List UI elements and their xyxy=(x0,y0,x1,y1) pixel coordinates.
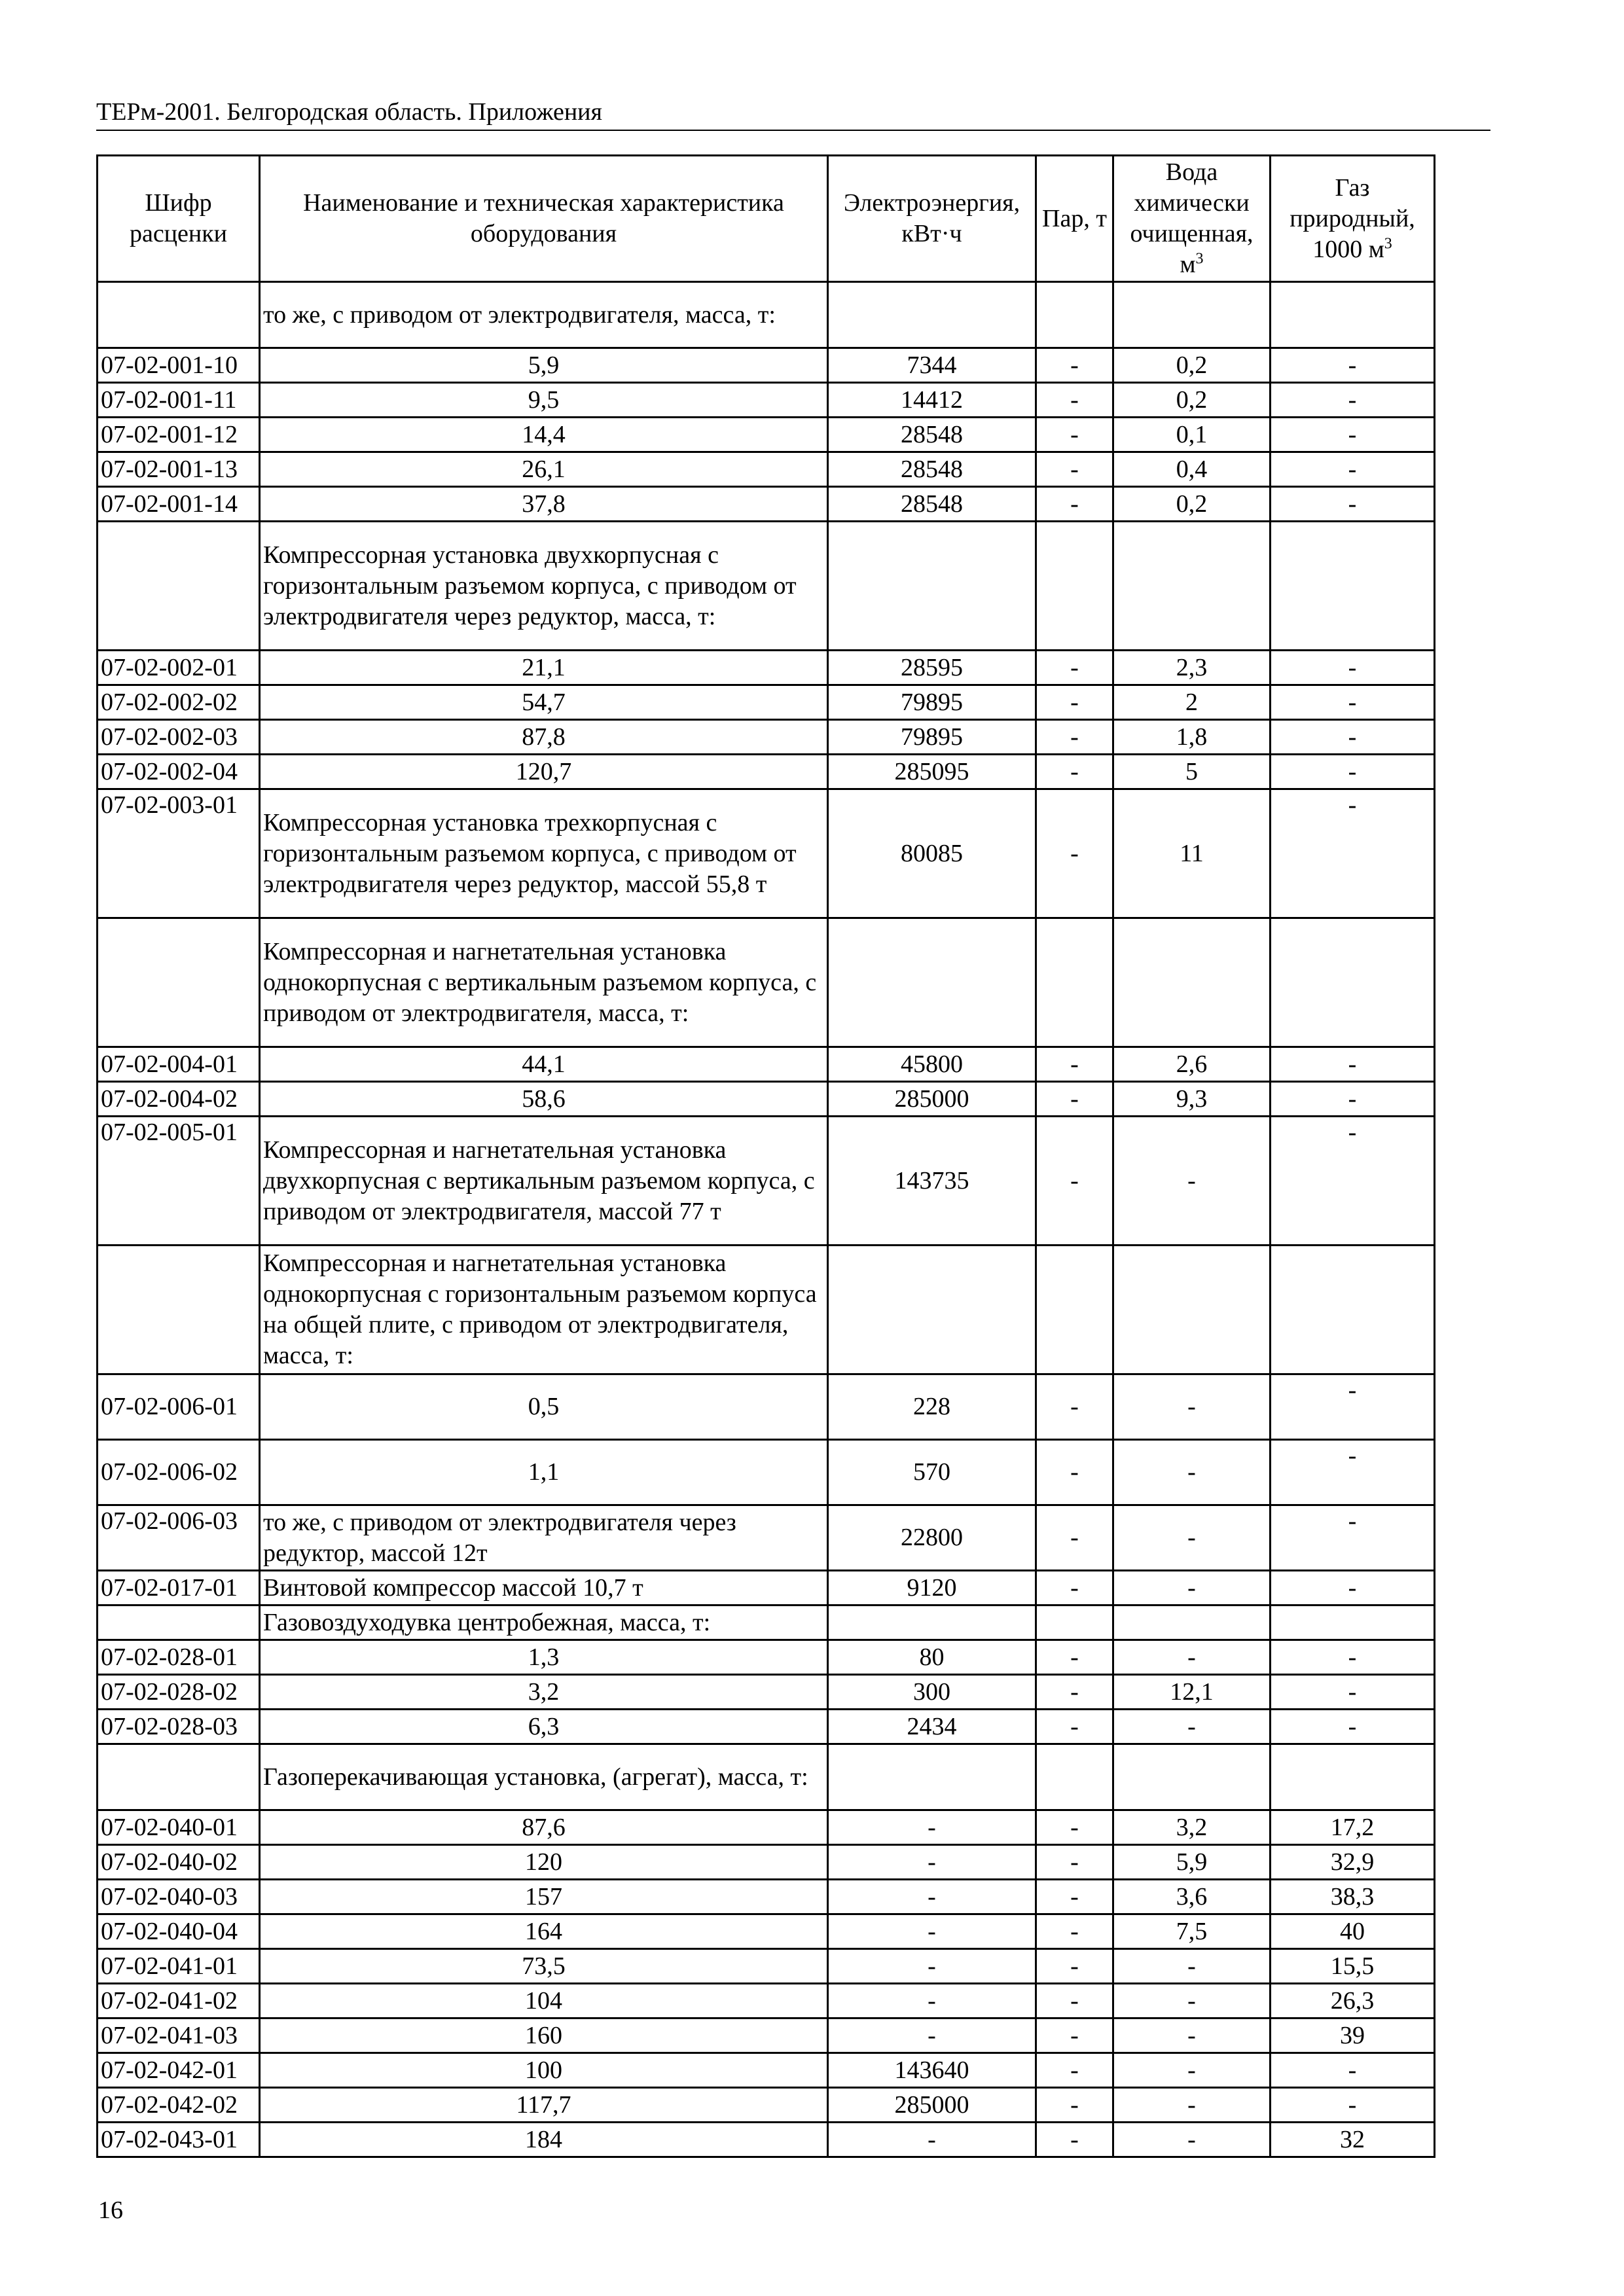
water-cell: 9,3 xyxy=(1113,1082,1271,1117)
gas-cell: - xyxy=(1271,452,1435,487)
table-row xyxy=(98,348,1435,383)
water-cell: 0,2 xyxy=(1113,487,1271,522)
steam-cell: - xyxy=(1036,2088,1113,2123)
code-cell: 07-02-040-03 xyxy=(98,1880,260,1914)
name-cell: 120,7 xyxy=(260,755,828,789)
steam-cell: - xyxy=(1036,1505,1113,1571)
electricity-cell: 80085 xyxy=(828,789,1036,918)
electricity-cell xyxy=(828,1744,1036,1810)
water-cell: 7,5 xyxy=(1113,1914,1271,1949)
table-row xyxy=(98,651,1435,685)
name-cell: 6,3 xyxy=(260,1710,828,1744)
steam-cell: - xyxy=(1036,1984,1113,2018)
table-row xyxy=(98,755,1435,789)
electricity-cell: 300 xyxy=(828,1675,1036,1710)
electricity-cell: 80 xyxy=(828,1640,1036,1675)
water-cell: - xyxy=(1113,1374,1271,1440)
code-cell xyxy=(98,522,260,651)
electricity-cell: 45800 xyxy=(828,1047,1036,1082)
table-row xyxy=(98,2053,1435,2088)
electricity-cell xyxy=(828,282,1036,348)
code-cell: 07-02-006-03 xyxy=(98,1505,260,1571)
gas-cell: - xyxy=(1271,651,1435,685)
name-cell: 157 xyxy=(260,1880,828,1914)
electricity-cell: 2434 xyxy=(828,1710,1036,1744)
name-cell: 117,7 xyxy=(260,2088,828,2123)
steam-cell xyxy=(1036,1744,1113,1810)
electricity-cell: - xyxy=(828,2018,1036,2053)
table-row xyxy=(98,1710,1435,1744)
gas-cell: 32 xyxy=(1271,2123,1435,2157)
electricity-cell: - xyxy=(828,1845,1036,1880)
water-cell: 5 xyxy=(1113,755,1271,789)
water-cell: 5,9 xyxy=(1113,1845,1271,1880)
steam-cell: - xyxy=(1036,2018,1113,2053)
steam-cell xyxy=(1036,522,1113,651)
col-header-code: Шифр расценки xyxy=(98,156,260,282)
code-cell: 07-02-040-01 xyxy=(98,1810,260,1845)
gas-cell: - xyxy=(1271,1640,1435,1675)
steam-cell: - xyxy=(1036,1710,1113,1744)
electricity-cell: 22800 xyxy=(828,1505,1036,1571)
name-cell: 14,4 xyxy=(260,418,828,452)
steam-cell: - xyxy=(1036,1675,1113,1710)
electricity-cell xyxy=(828,1605,1036,1640)
code-cell: 07-02-003-01 xyxy=(98,789,260,918)
water-cell xyxy=(1113,522,1271,651)
electricity-cell: 7344 xyxy=(828,348,1036,383)
table-row xyxy=(98,720,1435,755)
water-cell: - xyxy=(1113,1505,1271,1571)
electricity-cell: 570 xyxy=(828,1440,1036,1505)
col-header-gas xyxy=(1271,156,1435,282)
name-cell: то же, с приводом от электродвигателя через редуктор, массой 12т xyxy=(260,1505,828,1571)
table-row xyxy=(98,1640,1435,1675)
electricity-cell: 14412 xyxy=(828,383,1036,418)
water-cell: 2,6 xyxy=(1113,1047,1271,1082)
code-cell: 07-02-040-04 xyxy=(98,1914,260,1949)
name-cell: Винтовой компрессор массой 10,7 т xyxy=(260,1571,828,1605)
gas-cell: - xyxy=(1271,1374,1435,1440)
gas-cell: - xyxy=(1271,487,1435,522)
name-cell: 73,5 xyxy=(260,1949,828,1984)
water-cell: - xyxy=(1113,2088,1271,2123)
electricity-cell xyxy=(828,522,1036,651)
table-row xyxy=(98,1505,1435,1571)
table-row xyxy=(98,1440,1435,1505)
electricity-cell: - xyxy=(828,1984,1036,2018)
gas-cell: - xyxy=(1271,1047,1435,1082)
gas-cell xyxy=(1271,282,1435,348)
code-cell: 07-02-005-01 xyxy=(98,1117,260,1246)
table-row xyxy=(98,1374,1435,1440)
code-cell: 07-02-002-02 xyxy=(98,685,260,720)
table-row xyxy=(98,383,1435,418)
gas-cell: 26,3 xyxy=(1271,1984,1435,2018)
water-cell: 0,2 xyxy=(1113,383,1271,418)
table-row xyxy=(98,1949,1435,1984)
code-cell xyxy=(98,282,260,348)
code-cell: 07-02-041-03 xyxy=(98,2018,260,2053)
water-cell: 0,1 xyxy=(1113,418,1271,452)
name-cell: 58,6 xyxy=(260,1082,828,1117)
table-row xyxy=(98,487,1435,522)
steam-cell: - xyxy=(1036,1640,1113,1675)
gas-cell: 15,5 xyxy=(1271,1949,1435,1984)
gas-cell: - xyxy=(1271,418,1435,452)
group-title: Газоперекачивающая установка, (агрегат), масса, т: xyxy=(260,1744,828,1810)
water-cell xyxy=(1113,1605,1271,1640)
group-title: Компрессорная и нагнетательная установка однокорпусная с горизонтальным разъемом корпуса на общей плите, с приводом от электродвигателя, масса, т: xyxy=(260,1246,828,1374)
electricity-cell: 79895 xyxy=(828,720,1036,755)
name-cell: 1,1 xyxy=(260,1440,828,1505)
code-cell: 07-02-042-01 xyxy=(98,2053,260,2088)
electricity-cell: 143735 xyxy=(828,1117,1036,1246)
electricity-cell: 28548 xyxy=(828,418,1036,452)
gas-cell xyxy=(1271,918,1435,1047)
table-row xyxy=(98,1845,1435,1880)
name-cell: 100 xyxy=(260,2053,828,2088)
name-cell: 164 xyxy=(260,1914,828,1949)
steam-cell: - xyxy=(1036,2123,1113,2157)
steam-cell: - xyxy=(1036,1082,1113,1117)
table-row xyxy=(98,2123,1435,2157)
steam-cell: - xyxy=(1036,1374,1113,1440)
table-row xyxy=(98,1117,1435,1246)
name-cell: 0,5 xyxy=(260,1374,828,1440)
electricity-cell: - xyxy=(828,1810,1036,1845)
table-row xyxy=(98,1880,1435,1914)
col-header-water-sup: 3 xyxy=(1195,250,1204,268)
table-row xyxy=(98,1571,1435,1605)
water-cell: 11 xyxy=(1113,789,1271,918)
code-cell: 07-02-006-02 xyxy=(98,1440,260,1505)
table-row xyxy=(98,2088,1435,2123)
col-header-gas-text: Газ природный, 1000 м xyxy=(1290,173,1415,263)
water-cell: 1,8 xyxy=(1113,720,1271,755)
group-title: Газовоздуходувка центробежная, масса, т: xyxy=(260,1605,828,1640)
name-cell: 3,2 xyxy=(260,1675,828,1710)
gas-cell: - xyxy=(1271,685,1435,720)
electricity-cell: 28548 xyxy=(828,487,1036,522)
col-header-name: Наименование и техническая характеристика оборудования xyxy=(260,156,828,282)
code-cell: 07-02-043-01 xyxy=(98,2123,260,2157)
water-cell: 0,4 xyxy=(1113,452,1271,487)
name-cell: 120 xyxy=(260,1845,828,1880)
water-cell: - xyxy=(1113,1949,1271,1984)
gas-cell xyxy=(1271,1605,1435,1640)
name-cell: 26,1 xyxy=(260,452,828,487)
code-cell: 07-02-028-02 xyxy=(98,1675,260,1710)
steam-cell: - xyxy=(1036,487,1113,522)
gas-cell xyxy=(1271,1744,1435,1810)
code-cell: 07-02-028-03 xyxy=(98,1710,260,1744)
steam-cell: - xyxy=(1036,2053,1113,2088)
electricity-cell: - xyxy=(828,2123,1036,2157)
water-cell xyxy=(1113,918,1271,1047)
electricity-cell: 285095 xyxy=(828,755,1036,789)
gas-cell: - xyxy=(1271,1710,1435,1744)
water-cell: - xyxy=(1113,1710,1271,1744)
col-header-electricity: Электроэнергия, кВт·ч xyxy=(828,156,1036,282)
col-header-steam: Пар, т xyxy=(1036,156,1113,282)
electricity-cell xyxy=(828,918,1036,1047)
group-heading-row xyxy=(98,282,1435,348)
group-title: то же, с приводом от электродвигателя, масса, т: xyxy=(260,282,828,348)
name-cell: 160 xyxy=(260,2018,828,2053)
group-heading-row xyxy=(98,522,1435,651)
electricity-cell xyxy=(828,1246,1036,1374)
electricity-cell: - xyxy=(828,1880,1036,1914)
name-cell: 21,1 xyxy=(260,651,828,685)
gas-cell xyxy=(1271,522,1435,651)
water-cell: - xyxy=(1113,1984,1271,2018)
code-cell xyxy=(98,1605,260,1640)
table-row xyxy=(98,1914,1435,1949)
electricity-cell: 28548 xyxy=(828,452,1036,487)
page-number: 16 xyxy=(98,2197,123,2224)
gas-cell: - xyxy=(1271,1675,1435,1710)
gas-cell: - xyxy=(1271,1082,1435,1117)
table-row xyxy=(98,1675,1435,1710)
table-header-row xyxy=(98,156,1435,282)
steam-cell: - xyxy=(1036,1440,1113,1505)
water-cell: 3,2 xyxy=(1113,1810,1271,1845)
code-cell: 07-02-001-13 xyxy=(98,452,260,487)
steam-cell: - xyxy=(1036,1810,1113,1845)
steam-cell xyxy=(1036,1246,1113,1374)
code-cell: 07-02-001-10 xyxy=(98,348,260,383)
col-header-water-text: Вода химически очищенная, м xyxy=(1130,158,1254,278)
gas-cell xyxy=(1271,1246,1435,1374)
code-cell: 07-02-001-14 xyxy=(98,487,260,522)
electricity-cell: - xyxy=(828,1949,1036,1984)
name-cell: Компрессорная установка трехкорпусная с горизонтальным разъемом корпуса, с приводом от электродвигателя через редуктор, массой 55,8 т xyxy=(260,789,828,918)
electricity-cell: 9120 xyxy=(828,1571,1036,1605)
steam-cell: - xyxy=(1036,1949,1113,1984)
code-cell: 07-02-004-01 xyxy=(98,1047,260,1082)
group-title: Компрессорная и нагнетательная установка однокорпусная с вертикальным разъемом корпуса, с приводом от электродвигателя, масса, т: xyxy=(260,918,828,1047)
name-cell: 87,8 xyxy=(260,720,828,755)
electricity-cell: 143640 xyxy=(828,2053,1036,2088)
table-row xyxy=(98,1082,1435,1117)
water-cell xyxy=(1113,282,1271,348)
gas-cell: 38,3 xyxy=(1271,1880,1435,1914)
table-row xyxy=(98,1984,1435,2018)
steam-cell: - xyxy=(1036,720,1113,755)
col-header-gas-sup: 3 xyxy=(1384,234,1392,252)
steam-cell: - xyxy=(1036,348,1113,383)
code-cell: 07-02-001-12 xyxy=(98,418,260,452)
name-cell: 87,6 xyxy=(260,1810,828,1845)
gas-cell: - xyxy=(1271,2053,1435,2088)
table-row xyxy=(98,685,1435,720)
steam-cell: - xyxy=(1036,1880,1113,1914)
code-cell: 07-02-002-01 xyxy=(98,651,260,685)
group-heading-row xyxy=(98,1246,1435,1374)
group-heading-row xyxy=(98,1605,1435,1640)
water-cell: - xyxy=(1113,2018,1271,2053)
group-heading-row xyxy=(98,1744,1435,1810)
gas-cell: - xyxy=(1271,720,1435,755)
code-cell xyxy=(98,1246,260,1374)
steam-cell: - xyxy=(1036,418,1113,452)
water-cell xyxy=(1113,1246,1271,1374)
gas-cell: 40 xyxy=(1271,1914,1435,1949)
running-header: ТЕРм-2001. Белгородская область. Приложения xyxy=(96,97,1490,131)
gas-cell: - xyxy=(1271,755,1435,789)
steam-cell: - xyxy=(1036,755,1113,789)
steam-cell: - xyxy=(1036,383,1113,418)
steam-cell: - xyxy=(1036,789,1113,918)
code-cell: 07-02-004-02 xyxy=(98,1082,260,1117)
gas-cell: - xyxy=(1271,2088,1435,2123)
gas-cell: - xyxy=(1271,348,1435,383)
table-row xyxy=(98,1810,1435,1845)
code-cell xyxy=(98,1744,260,1810)
group-title: Компрессорная установка двухкорпусная с горизонтальным разъемом корпуса, с приводом от электродвигателя через редуктор, масса, т: xyxy=(260,522,828,651)
name-cell: 5,9 xyxy=(260,348,828,383)
gas-cell: - xyxy=(1271,1505,1435,1571)
water-cell: - xyxy=(1113,2053,1271,2088)
name-cell: Компрессорная и нагнетательная установка двухкорпусная с вертикальным разъемом корпуса, с приводом от электродвигателя, массой 77 т xyxy=(260,1117,828,1246)
code-cell: 07-02-041-02 xyxy=(98,1984,260,2018)
gas-cell: 39 xyxy=(1271,2018,1435,2053)
water-cell: 12,1 xyxy=(1113,1675,1271,1710)
steam-cell xyxy=(1036,1605,1113,1640)
electricity-cell: - xyxy=(828,1914,1036,1949)
water-cell: - xyxy=(1113,1640,1271,1675)
water-cell: 2,3 xyxy=(1113,651,1271,685)
gas-cell: - xyxy=(1271,1117,1435,1246)
gas-cell: - xyxy=(1271,789,1435,918)
water-cell: - xyxy=(1113,1571,1271,1605)
name-cell: 44,1 xyxy=(260,1047,828,1082)
steam-cell: - xyxy=(1036,452,1113,487)
code-cell: 07-02-006-01 xyxy=(98,1374,260,1440)
steam-cell xyxy=(1036,918,1113,1047)
name-cell: 37,8 xyxy=(260,487,828,522)
table-row xyxy=(98,1047,1435,1082)
code-cell: 07-02-042-02 xyxy=(98,2088,260,2123)
table-body xyxy=(98,282,1435,2157)
water-cell: 3,6 xyxy=(1113,1880,1271,1914)
gas-cell: - xyxy=(1271,1440,1435,1505)
code-cell: 07-02-040-02 xyxy=(98,1845,260,1880)
table-row xyxy=(98,2018,1435,2053)
code-cell: 07-02-017-01 xyxy=(98,1571,260,1605)
gas-cell: 32,9 xyxy=(1271,1845,1435,1880)
electricity-cell: 285000 xyxy=(828,2088,1036,2123)
steam-cell: - xyxy=(1036,1047,1113,1082)
name-cell: 54,7 xyxy=(260,685,828,720)
water-cell xyxy=(1113,1744,1271,1810)
gas-cell: - xyxy=(1271,383,1435,418)
steam-cell: - xyxy=(1036,1845,1113,1880)
steam-cell xyxy=(1036,282,1113,348)
code-cell: 07-02-002-04 xyxy=(98,755,260,789)
code-cell: 07-02-001-11 xyxy=(98,383,260,418)
electricity-cell: 228 xyxy=(828,1374,1036,1440)
code-cell xyxy=(98,918,260,1047)
code-cell: 07-02-002-03 xyxy=(98,720,260,755)
code-cell: 07-02-041-01 xyxy=(98,1949,260,1984)
gas-cell: 17,2 xyxy=(1271,1810,1435,1845)
steam-cell: - xyxy=(1036,651,1113,685)
gas-cell: - xyxy=(1271,1571,1435,1605)
steam-cell: - xyxy=(1036,1571,1113,1605)
name-cell: 9,5 xyxy=(260,383,828,418)
water-cell: - xyxy=(1113,2123,1271,2157)
table-row xyxy=(98,418,1435,452)
water-cell: - xyxy=(1113,1117,1271,1246)
steam-cell: - xyxy=(1036,1117,1113,1246)
name-cell: 184 xyxy=(260,2123,828,2157)
electricity-cell: 79895 xyxy=(828,685,1036,720)
water-cell: 2 xyxy=(1113,685,1271,720)
water-cell: 0,2 xyxy=(1113,348,1271,383)
name-cell: 104 xyxy=(260,1984,828,2018)
table-row xyxy=(98,789,1435,918)
code-cell: 07-02-028-01 xyxy=(98,1640,260,1675)
water-cell: - xyxy=(1113,1440,1271,1505)
electricity-cell: 28595 xyxy=(828,651,1036,685)
group-heading-row xyxy=(98,918,1435,1047)
steam-cell: - xyxy=(1036,1914,1113,1949)
electricity-cell: 285000 xyxy=(828,1082,1036,1117)
table-row xyxy=(98,452,1435,487)
consumption-table xyxy=(96,154,1435,2158)
name-cell: 1,3 xyxy=(260,1640,828,1675)
steam-cell: - xyxy=(1036,685,1113,720)
col-header-water xyxy=(1113,156,1271,282)
